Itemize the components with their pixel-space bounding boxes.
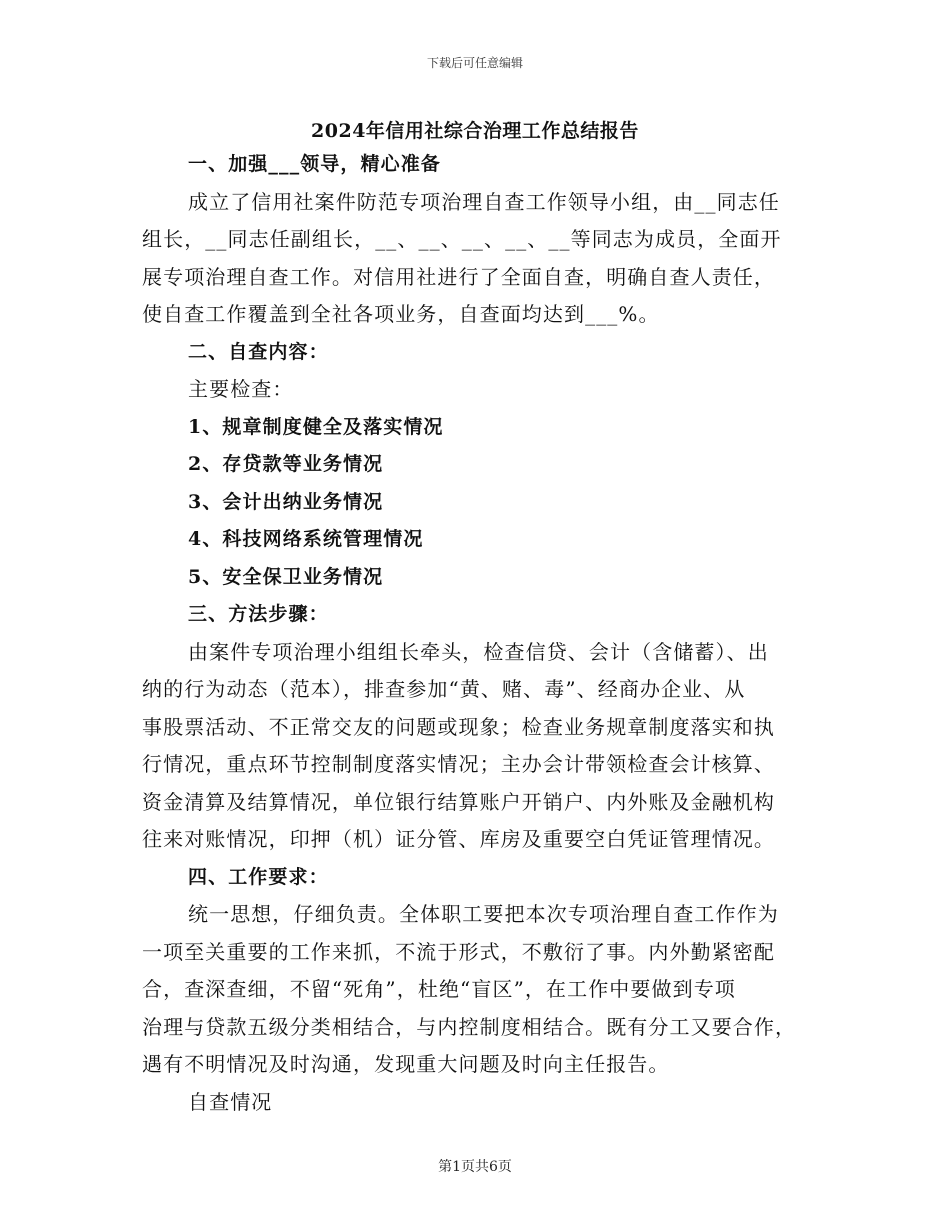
paragraph-line: 统一思想，仔细负责。全体职工要把本次专项治理自查工作作为 — [188, 902, 779, 926]
paragraph-line: 展专项治理自查工作。对信用社进行了全面自查，明确自查人责任， — [142, 264, 775, 289]
paragraph-line: 组长，__同志任副组长，__、__、__、__、__等同志为成员，全面开 — [142, 227, 782, 251]
paragraph-line: 纳的行为动态（范本），排查参加“黄、赌、毒”、经商办企业、从 — [142, 677, 746, 701]
document-title: 2024年信用社综合治理工作总结报告 — [311, 120, 639, 142]
section-heading-line: 1、规章制度健全及落实情况 — [188, 415, 444, 438]
paragraph-line: 往来对账情况，印押（机）证分管、库房及重要空白凭证管理情况。 — [142, 827, 775, 851]
section-heading-line: 三、方法步骤： — [188, 603, 329, 625]
paragraph-line: 一项至关重要的工作来抓，不流于形式，不敷衍了事。内外勤紧密配 — [142, 939, 775, 964]
document-body — [142, 146, 806, 1121]
paragraph-line: 合，查深查细，不留“死角”，杜绝“盲区”，在工作中要做到专项 — [142, 977, 736, 1001]
section-heading-line: 3、会计出纳业务情况 — [188, 490, 384, 513]
paragraph-line: 成立了信用社案件防范专项治理自查工作领导小组，由__同志任 — [188, 189, 780, 214]
page-number: 第1页共6页 — [438, 1159, 512, 1175]
section-heading-line: 4、科技网络系统管理情况 — [188, 528, 424, 550]
section-heading-line: 二、自查内容： — [188, 340, 329, 363]
paragraph-line: 行情况，重点环节控制制度落实情况；主办会计带领检查会计核算、 — [142, 752, 775, 776]
paragraph-line: 遇有不明情况及时沟通，发现重大问题及时向主任报告。 — [142, 1052, 670, 1076]
paragraph-line: 事股票活动、不正常交友的问题或现象；检查业务规章制度落实和执 — [142, 714, 775, 739]
paragraph-line: 治理与贷款五级分类相结合，与内控制度相结合。既有分工又要合作， — [142, 1014, 797, 1039]
header-note: 下载后可任意编辑 — [426, 56, 523, 70]
section-heading-line: 2、存贷款等业务情况 — [188, 453, 384, 475]
paragraph-line: 主要检查： — [188, 377, 294, 401]
section-heading-line: 一、加强___领导，精心准备 — [188, 153, 441, 175]
paragraph-line: 使自查工作覆盖到全社各项业务，自查面均达到___%。 — [142, 302, 660, 326]
section-heading-line: 四、工作要求： — [188, 865, 329, 888]
paragraph-line: 自查情况 — [188, 1089, 273, 1114]
section-heading-line: 5、安全保卫业务情况 — [188, 565, 384, 588]
paragraph-line: 资金清算及结算情况，单位银行结算账户开销户、内外账及金融机构 — [142, 789, 775, 814]
paragraph-line: 由案件专项治理小组组长牵头，检查信贷、会计（含储蓄）、出 — [188, 639, 769, 664]
